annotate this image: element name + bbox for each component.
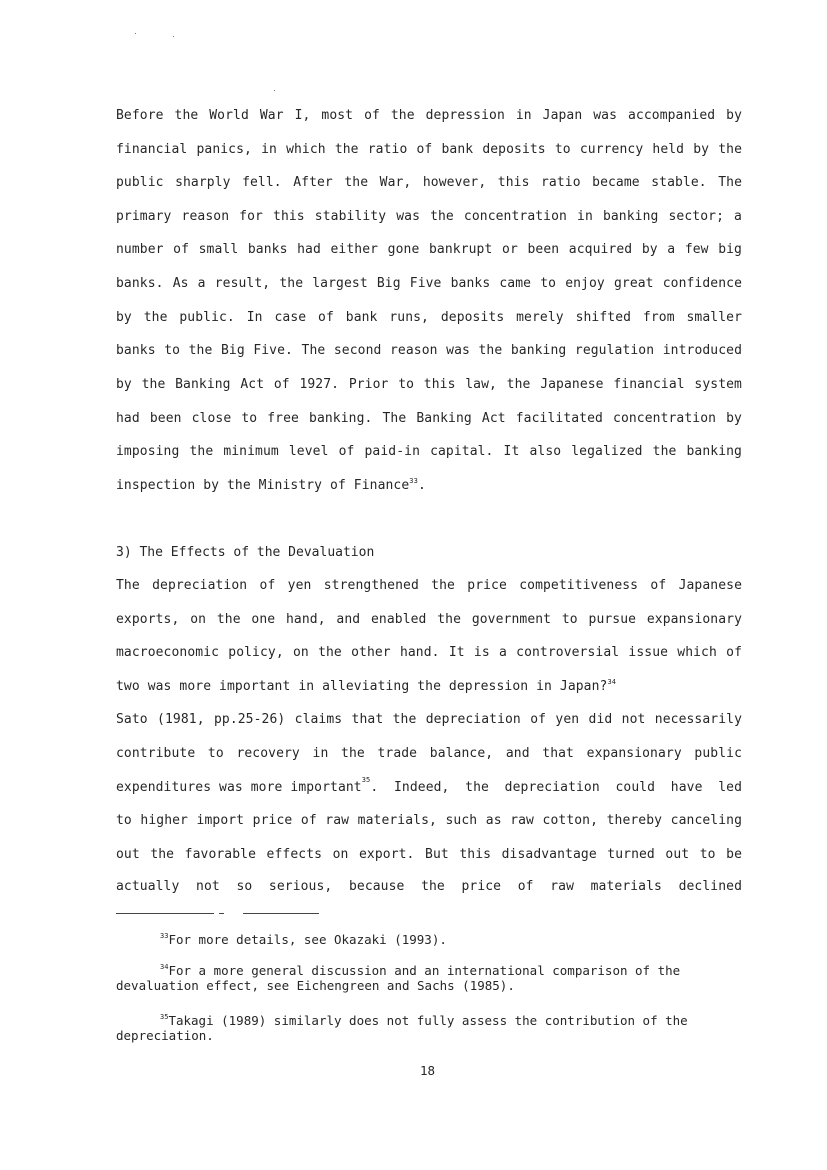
footnote-marker: 34 [160, 963, 169, 971]
body-line: primary reason for this stability was the concentration in banking sector; a [116, 209, 742, 224]
body-line [116, 776, 742, 796]
footnote-reference: 33 [409, 477, 418, 485]
separator-segment [116, 913, 214, 914]
body-text: expenditures was more important [116, 780, 362, 795]
footnote-text: For more details, see Okazaki (1993). [168, 932, 447, 947]
footnote-33 [116, 932, 744, 947]
body-line: actually not so serious, because the price of raw materials declined [116, 879, 742, 894]
body-line: exports, on the one hand, and enabled the government to pursue expansionary [116, 612, 742, 627]
body-line: financial panics, in which the ratio of bank deposits to currency held by the [116, 142, 742, 157]
body-line: had been close to free banking. The Banking Act facilitated concentration by [116, 411, 742, 426]
page-number: 18 [419, 1063, 436, 1078]
body-line: Sato (1981, pp.25-26) claims that the depreciation of yen did not necessarily [116, 712, 742, 727]
section-heading: 3) The Effects of the Devaluation [116, 545, 375, 560]
footnote-text: For a more general discussion and an international comparison of the devaluation effect, see Eichengreen and Sachs (1985). [116, 963, 681, 993]
body-line: Before the World War I, most of the depression in Japan was accompanied by [116, 108, 742, 123]
body-line-last [116, 478, 742, 494]
body-text: . [417, 478, 426, 493]
body-line: banks. As a result, the largest Big Five banks came to enjoy great confidence [116, 276, 742, 291]
body-line: number of small banks had either gone bankrupt or been acquired by a few big [116, 242, 742, 257]
body-line: by the public. In case of bank runs, deposits merely shifted from smaller [116, 310, 742, 325]
separator-segment [243, 913, 319, 914]
footnote-text: Takagi (1989) similarly does not fully assess the contribution of the depreciation. [116, 1013, 688, 1043]
footnote-35 [116, 1013, 744, 1043]
body-line: public sharply fell. After the War, however, this ratio became stable. The [116, 175, 742, 190]
separator-segment [219, 913, 224, 914]
scan-speck [274, 90, 275, 91]
footnote-marker: 33 [160, 932, 169, 940]
scan-speck [173, 36, 174, 37]
body-line: The depreciation of yen strengthened the price competitiveness of Japanese [116, 578, 742, 593]
body-line: out the favorable effects on export. But this disadvantage turned out to be [116, 847, 742, 862]
body-text: two was more important in alleviating the depression in Japan? [116, 679, 608, 694]
body-line: imposing the minimum level of paid-in capital. It also legalized the banking [116, 444, 742, 459]
scan-speck [135, 33, 136, 34]
body-line: by the Banking Act of 1927. Prior to this law, the Japanese financial system [116, 377, 742, 392]
footnote-reference: 35 [361, 776, 371, 784]
body-line-last [116, 679, 742, 695]
footnote-34 [116, 963, 744, 993]
body-line: to higher import price of raw materials, such as raw cotton, thereby canceling [116, 813, 742, 828]
body-text: inspection by the Ministry of Finance [116, 478, 410, 493]
body-text: . Indeed, the depreciation could have led [370, 780, 742, 795]
body-line: banks to the Big Five. The second reason was the banking regulation introduced [116, 343, 742, 358]
body-line: contribute to recovery in the trade balance, and that expansionary public [116, 746, 742, 761]
footnote-marker: 35 [160, 1013, 169, 1021]
body-line: macroeconomic policy, on the other hand. It is a controversial issue which of [116, 645, 742, 660]
footnote-reference: 34 [607, 678, 617, 686]
